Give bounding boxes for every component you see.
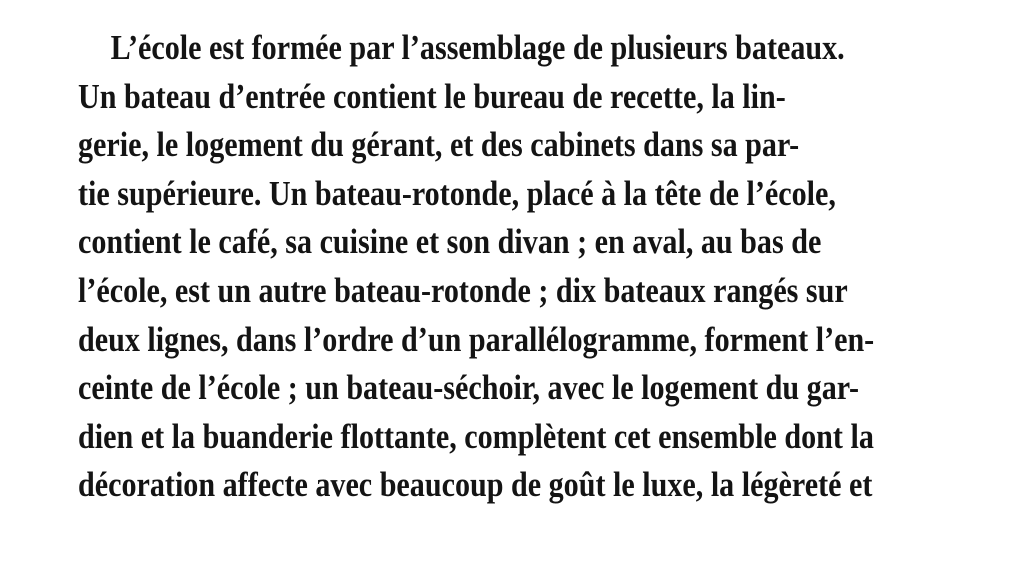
text-line-3: gerie, le logement du gérant, et des cabinets dans sa par- [78, 125, 800, 165]
text-line-2: Un bateau d’entrée contient le bureau de recette, la lin- [78, 76, 786, 116]
body-paragraph [78, 24, 960, 510]
text-line-6: l’école, est un autre bateau-rotonde ; dix bateaux rangés sur [78, 270, 848, 310]
text-line-1: L’école est formée par l’assemblage de plusieurs bateaux. [110, 28, 845, 67]
text-line-8: ceinte de l’école ; un bateau-séchoir, avec le logement du gar- [78, 368, 860, 408]
text-line-4: tie supérieure. Un bateau-rotonde, placé à la tête de l’école, [78, 173, 836, 213]
text-line-5: contient le café, sa cuisine et son divan ; en aval, au bas de [78, 222, 822, 262]
text-line-9: dien et la buanderie flottante, complètent cet ensemble dont la [78, 416, 874, 456]
text-line-10: décoration affecte avec beaucoup de goût le luxe, la légèreté et [78, 465, 873, 505]
text-line-7: deux lignes, dans l’ordre d’un parallélogramme, forment l’en- [78, 319, 875, 359]
